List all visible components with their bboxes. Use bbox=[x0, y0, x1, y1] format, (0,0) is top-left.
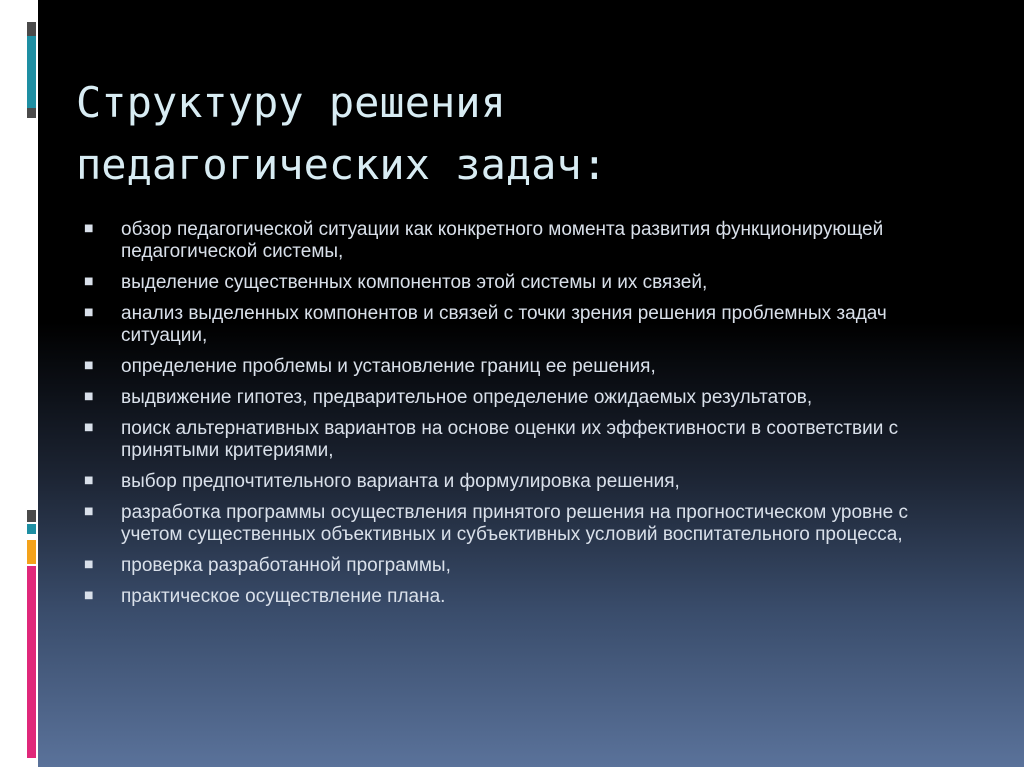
square-bullet-icon: ■ bbox=[84, 506, 94, 517]
bullet-item bbox=[84, 219, 964, 263]
bullet-item bbox=[84, 418, 964, 462]
square-bullet-icon: ■ bbox=[84, 422, 94, 433]
bullet-item bbox=[84, 586, 964, 608]
bullet-text: поиск альтернативных вариантов на основе оценки их эффективности в соответствии с принятыми критериями, bbox=[121, 418, 899, 461]
bullet-item bbox=[84, 356, 964, 378]
square-bullet-icon: ■ bbox=[84, 307, 94, 318]
decor-bar-gray-mid bbox=[27, 510, 36, 522]
left-margin-strip bbox=[0, 0, 38, 767]
bullet-text: определение проблемы и установление границ ее решения, bbox=[121, 356, 656, 377]
decor-bar-magenta bbox=[27, 566, 36, 758]
square-bullet-icon: ■ bbox=[84, 559, 94, 570]
bullet-text: выдвижение гипотез, предварительное определение ожидаемых результатов, bbox=[121, 387, 813, 408]
square-bullet-icon: ■ bbox=[84, 276, 94, 287]
square-bullet-icon: ■ bbox=[84, 223, 94, 234]
decor-bar-teal-mid bbox=[27, 524, 36, 534]
bullet-item bbox=[84, 471, 964, 493]
square-bullet-icon: ■ bbox=[84, 360, 94, 371]
bullet-text: проверка разработанной программы, bbox=[121, 555, 451, 576]
bullet-text: анализ выделенных компонентов и связей с точки зрения решения проблемных задач ситуации, bbox=[121, 303, 887, 346]
bullet-item bbox=[84, 303, 964, 347]
bullet-text: выделение существенных компонентов этой системы и их связей, bbox=[121, 272, 708, 293]
decor-bar-teal-top bbox=[27, 36, 36, 108]
bullet-list bbox=[84, 219, 964, 617]
decor-bar-orange bbox=[27, 540, 36, 564]
bullet-item bbox=[84, 502, 964, 546]
square-bullet-icon: ■ bbox=[84, 475, 94, 486]
square-bullet-icon: ■ bbox=[84, 590, 94, 601]
bullet-text: разработка программы осуществления принятого решения на прогностическом уровне с учетом существенных объективных и субъективных условий воспитательного процесса, bbox=[121, 502, 908, 545]
bullet-item bbox=[84, 387, 964, 409]
bullet-item bbox=[84, 272, 964, 294]
square-bullet-icon: ■ bbox=[84, 391, 94, 402]
bullet-text: обзор педагогической ситуации как конкретного момента развития функционирующей педагогической системы, bbox=[121, 219, 884, 262]
bullet-text: практическое осуществление плана. bbox=[121, 586, 446, 607]
bullet-text: выбор предпочтительного варианта и формулировка решения, bbox=[121, 471, 680, 492]
bullet-item bbox=[84, 555, 964, 577]
slide-title: Структуру решения педагогических задач: bbox=[76, 78, 608, 189]
